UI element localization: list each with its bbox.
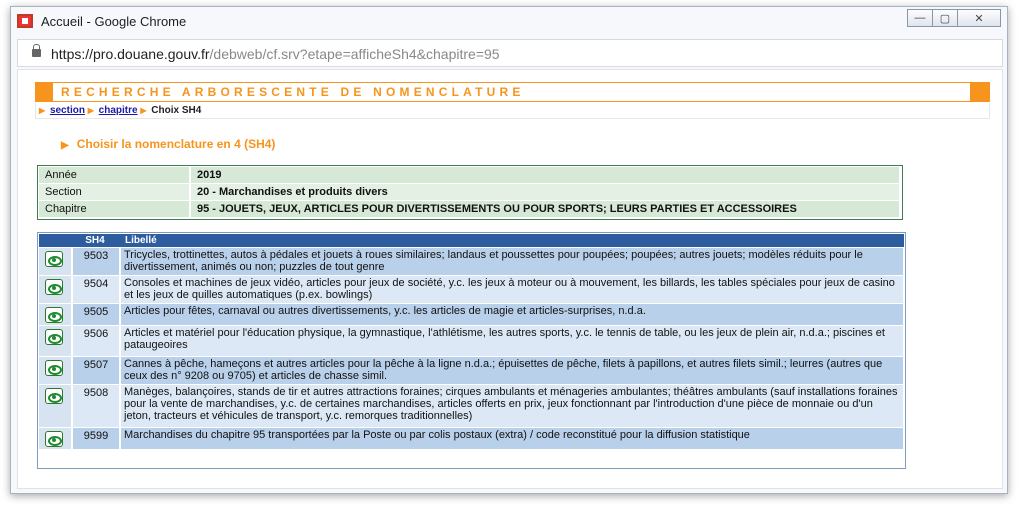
info-row-annee xyxy=(39,167,901,183)
table-row xyxy=(39,428,904,449)
lock-icon xyxy=(32,49,41,57)
row-action-cell xyxy=(39,428,71,449)
breadcrumb-chapitre-link[interactable]: chapitre xyxy=(98,105,138,116)
row-action-cell xyxy=(39,248,71,275)
breadcrumb-section-link[interactable]: section xyxy=(49,105,85,116)
info-label: Année xyxy=(39,167,189,183)
page-content xyxy=(17,69,1003,489)
banner-title: RECHERCHE ARBORESCENTE DE NOMENCLATURE xyxy=(53,82,970,102)
row-code: 9503 xyxy=(73,248,119,275)
view-eye-icon[interactable] xyxy=(45,279,63,295)
row-action-cell xyxy=(39,326,71,356)
row-code: 9505 xyxy=(73,304,119,325)
row-label: Articles et matériel pour l'éducation physique, la gymnastique, l'athlétisme, les autres sports, y.c. le tennis de table, ou les jeux de plein air, n.d.a.; piscines et pataugeoires xyxy=(121,326,903,356)
table-row xyxy=(39,326,904,356)
close-button[interactable]: ✕ xyxy=(957,9,1001,27)
page-banner xyxy=(35,82,990,102)
info-row-section xyxy=(39,184,901,200)
view-eye-icon[interactable] xyxy=(45,431,63,447)
url-host: https://pro.douane.gouv.fr xyxy=(51,46,210,62)
url-text[interactable] xyxy=(51,46,500,62)
url-path: /debweb/cf.srv?etape=afficheSh4&chapitre=95 xyxy=(209,46,500,62)
window-title: Accueil - Google Chrome xyxy=(41,14,187,29)
row-label: Manèges, balançoires, stands de tir et autres attractions foraines; cirques ambulants et ménageries ambulantes; théâtres ambulants (sauf installations foraines pour la vente de marchandises, y.c. de certaines marchandises, articles offerts en prix, jeux fonctionnant par l'introduction d'une pièce de monnaie ou d'un jeton, tracteurs et véhicules de transport, y.c. remorques traditionnelles) xyxy=(121,385,903,427)
sh4-table xyxy=(37,232,906,469)
row-label: Cannes à pêche, hameçons et autres articles pour la pêche à la ligne n.d.a.; épuisettes de pêche, filets à papillons, et autres filets simil.; leurres (autres que ceux des n° 9208 ou 9705) et articles de chasse simil. xyxy=(121,357,903,384)
view-eye-icon[interactable] xyxy=(45,307,63,323)
browser-window xyxy=(10,6,1008,494)
window-controls xyxy=(908,9,1001,27)
banner-left-block xyxy=(35,82,53,102)
row-action-cell xyxy=(39,385,71,427)
row-label: Consoles et machines de jeux vidéo, articles pour jeux de société, y.c. les jeux à moteur ou à mouvement, les billards, les tables spéciales pour jeux de casino et les jeux de quilles automatiques (p.ex. bowlings) xyxy=(121,276,903,303)
sh4-table-header xyxy=(39,234,904,247)
row-label: Tricycles, trottinettes, autos à pédales et jouets à roues similaires; landaus et poussettes pour poupées; poupées; autres jouets; modèles réduits pour le divertissement, animés ou non; puzzles de tout genre xyxy=(121,248,903,275)
breadcrumb-current: Choix SH4 xyxy=(151,105,202,116)
row-label: Marchandises du chapitre 95 transportées par la Poste ou par colis postaux (extra) / code reconstitué pour la diffusion statistique xyxy=(121,428,903,449)
view-eye-icon[interactable] xyxy=(45,388,63,404)
row-action-cell xyxy=(39,276,71,303)
row-label: Articles pour fêtes, carnaval ou autres divertissements, y.c. les articles de magie et articles-surprises, n.d.a. xyxy=(121,304,903,325)
info-label: Section xyxy=(39,184,189,200)
table-row xyxy=(39,248,904,275)
column-header-sh4: SH4 xyxy=(85,235,105,246)
breadcrumb xyxy=(39,105,201,116)
table-row xyxy=(39,304,904,325)
heading-arrow-icon: ▶ xyxy=(61,140,69,151)
row-code: 9504 xyxy=(73,276,119,303)
view-eye-icon[interactable] xyxy=(45,251,63,267)
page-heading xyxy=(61,137,275,151)
title-bar xyxy=(11,7,1007,35)
row-action-cell xyxy=(39,357,71,384)
minimize-button[interactable]: — xyxy=(907,9,933,27)
row-code: 9507 xyxy=(73,357,119,384)
breadcrumb-arrow-icon: ▶ xyxy=(140,106,147,115)
column-header-libelle: Libellé xyxy=(125,235,157,246)
maximize-button[interactable]: ▢ xyxy=(932,9,958,27)
table-row xyxy=(39,276,904,303)
heading-text: Choisir la nomenclature en 4 (SH4) xyxy=(76,137,276,151)
info-label: Chapitre xyxy=(39,201,189,217)
table-row xyxy=(39,357,904,384)
info-value: 20 - Marchandises et produits divers xyxy=(191,184,899,200)
info-row-chapitre xyxy=(39,201,901,217)
row-code: 9506 xyxy=(73,326,119,356)
view-eye-icon[interactable] xyxy=(45,360,63,376)
row-action-cell xyxy=(39,304,71,325)
row-code: 9508 xyxy=(73,385,119,427)
breadcrumb-bar xyxy=(35,103,990,119)
info-value: 95 - JOUETS, JEUX, ARTICLES POUR DIVERTISSEMENTS OU POUR SPORTS; LEURS PARTIES ET ACCESSOIRES xyxy=(191,201,899,217)
info-table xyxy=(37,165,903,220)
info-value: 2019 xyxy=(191,167,899,183)
table-row xyxy=(39,385,904,427)
address-bar[interactable] xyxy=(17,39,1003,67)
breadcrumb-arrow-icon: ▶ xyxy=(39,106,46,115)
view-eye-icon[interactable] xyxy=(45,329,63,345)
breadcrumb-arrow-icon: ▶ xyxy=(87,106,94,115)
chrome-icon xyxy=(17,14,33,28)
row-code: 9599 xyxy=(73,428,119,449)
banner-right-block xyxy=(970,82,990,102)
